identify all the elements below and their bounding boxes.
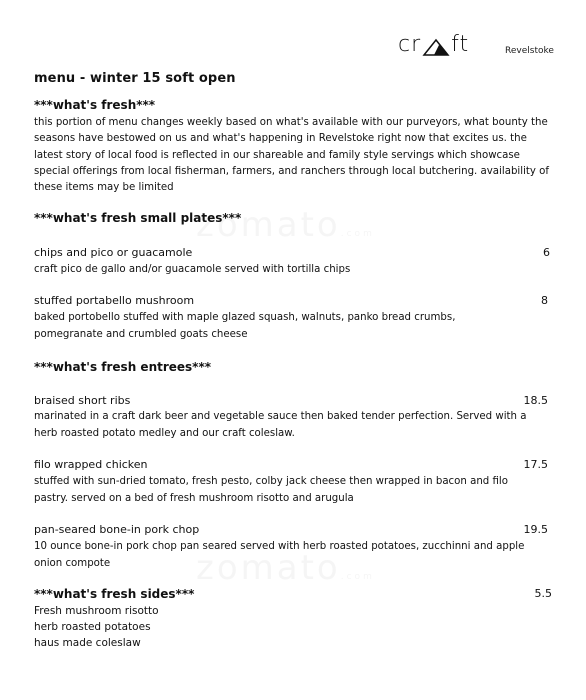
list-item: haus made coleslaw	[34, 637, 141, 650]
menu-item-price: 6	[543, 246, 550, 259]
menu-item-name: braised short ribs	[34, 394, 131, 407]
entrees-heading: ***what's fresh entrees***	[34, 360, 212, 374]
mountain-a-icon	[422, 37, 450, 57]
menu-item-name: pan-seared bone-in pork chop	[34, 523, 200, 536]
list-item: herb roasted potatoes	[34, 621, 151, 634]
menu-title: menu - winter 15 soft open	[34, 71, 236, 86]
watermark-text: zomato	[196, 205, 341, 245]
sides-list	[34, 603, 159, 652]
menu-item-desc: baked portobello stuffed with maple glazed squash, walnuts, panko bread crumbs, pomegranate and crumbled goats cheese	[34, 312, 456, 340]
intro-text: this portion of menu changes weekly based on what's available with our purveyors, what bounty the seasons have bestowed on us and what's happening in Revelstoke right now that excites us. the latest story of local food is reflected in our shareable and family style servings which showcase special offerings from local fisherman, farmers, and ranchers through local butchering. availability of these items may be limited	[34, 117, 549, 194]
watermark-text: zomato	[196, 548, 341, 588]
menu-item-desc: stuffed with sun-dried tomato, fresh pesto, colby jack cheese then wrapped in bacon and filo pastry. served on a bed of fresh mushroom risotto and arugula	[34, 476, 508, 504]
sides-heading: ***what's fresh sides***	[34, 587, 195, 601]
watermark-suffix: .com	[340, 229, 375, 239]
menu-item-price: 19.5	[523, 523, 548, 536]
menu-item-price: 18.5	[523, 394, 548, 407]
logo-wordmark-left: cr	[398, 32, 422, 57]
craft-logo	[398, 32, 554, 57]
logo-wordmark-right: ft	[451, 32, 470, 57]
menu-item-name: chips and pico or guacamole	[34, 246, 193, 259]
menu-item-desc: 10 ounce bone-in pork chop pan seared served with herb roasted potatoes, zucchinni and apple onion compote	[34, 541, 525, 569]
small-plates-heading: ***what's fresh small plates***	[34, 211, 242, 225]
watermark-suffix: .com	[340, 572, 375, 582]
list-item: Fresh mushroom risotto	[34, 605, 159, 617]
menu-item-desc: craft pico de gallo and/or guacamole served with tortilla chips	[34, 264, 351, 275]
sides-price: 5.5	[534, 587, 552, 600]
menu-item-price: 8	[541, 294, 548, 307]
menu-item-name: stuffed portabello mushroom	[34, 294, 195, 307]
menu-item-price: 17.5	[523, 458, 548, 471]
intro-heading: ***what's fresh***	[34, 98, 156, 112]
menu-item-name: filo wrapped chicken	[34, 458, 148, 471]
logo-place: Revelstoke	[505, 46, 554, 56]
menu-item-desc: marinated in a craft dark beer and vegetable sauce then baked tender perfection. Served with a herb roasted potato medley and our craft coleslaw.	[34, 411, 527, 439]
